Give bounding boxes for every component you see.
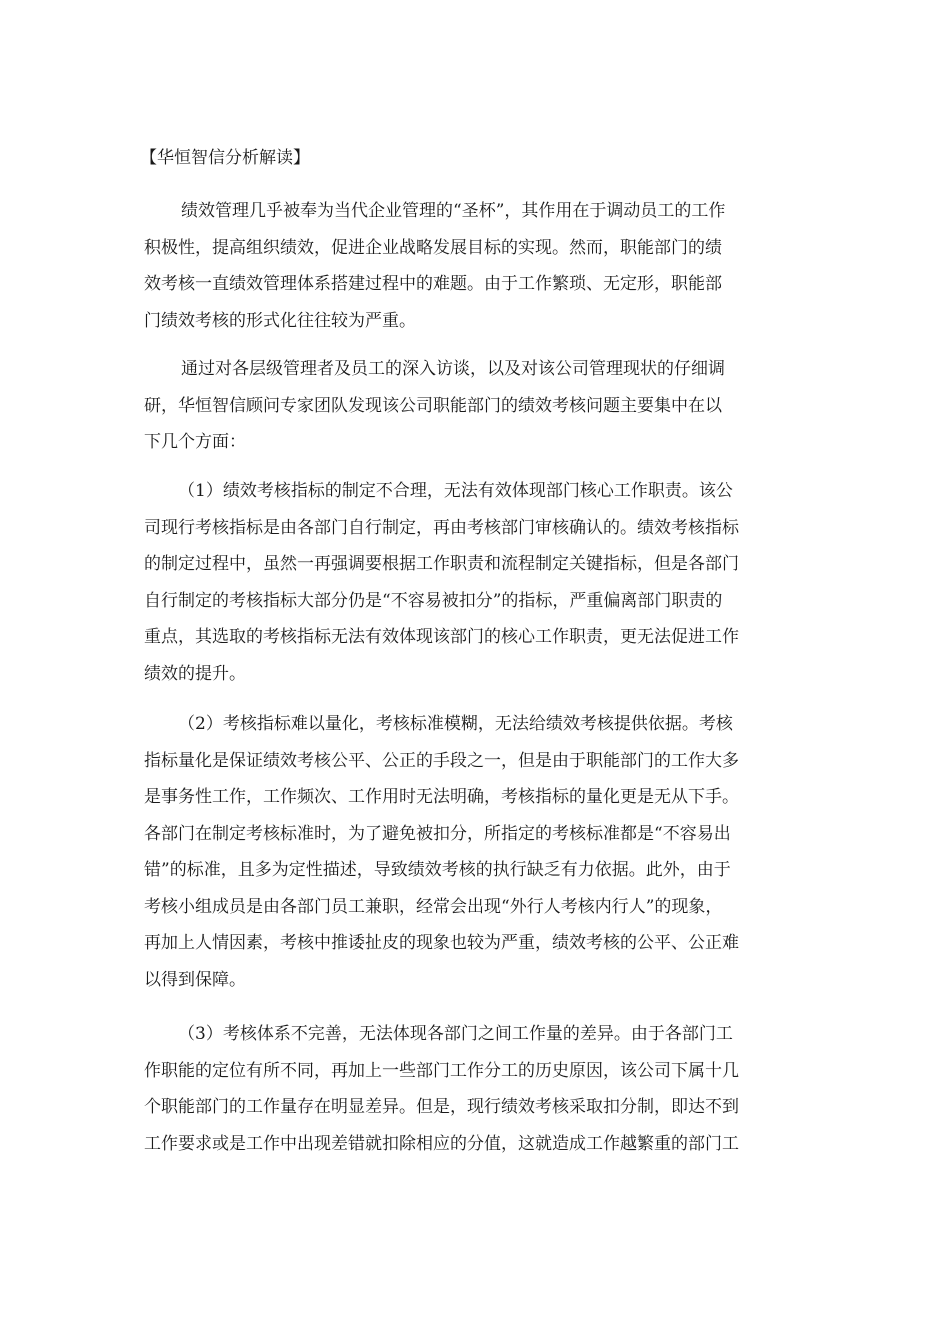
paragraph-line: 错”的标准，且多为定性描述，导致绩效考核的执行缺乏有力依据。此外，由于 [144, 860, 731, 880]
paragraph-line: 绩效的提升。 [144, 663, 246, 684]
paragraph-line: 工作要求或是工作中出现差错就扣除相应的分值，这就造成工作越繁重的部门工 [144, 1133, 739, 1154]
paragraph-line: 重点，其选取的考核指标无法有效体现该部门的核心工作职责，更无法促进工作 [144, 627, 739, 647]
paragraph-line: （2）考核指标难以量化，考核标准模糊，无法给绩效考核提供依据。考核 [178, 714, 733, 734]
paragraph-line: 门绩效考核的形式化往往较为严重。 [144, 310, 416, 331]
paragraph-line: 司现行考核指标是由各部门自行制定，再由考核部门审核确认的。绩效考核指标 [144, 517, 739, 538]
paragraph-intro [144, 193, 824, 339]
paragraph-line: 积极性，提高组织绩效，促进企业战略发展目标的实现。然而，职能部门的绩 [144, 237, 722, 258]
paragraph-line: 自行制定的考核指标大部分仍是“不容易被扣分”的指标，严重偏离部门职责的 [144, 590, 723, 611]
paragraph-point-3 [144, 1016, 824, 1162]
paragraph-line: 绩效管理几乎被奉为当代企业管理的“圣杯”，其作用在于调动员工的工作 [181, 201, 726, 221]
paragraph-line: 研，华恒智信顾问专家团队发现该公司职能部门的绩效考核问题主要集中在以 [144, 395, 722, 416]
section-heading: 【华恒智信分析解读】 [140, 148, 310, 168]
paragraph-line: 通过对各层级管理者及员工的深入访谈，以及对该公司管理现状的仔细调 [181, 359, 725, 379]
paragraph-point-1 [144, 473, 824, 692]
paragraph-point-2 [144, 706, 824, 998]
paragraph-line: （3）考核体系不完善，无法体现各部门之间工作量的差异。由于各部门工 [178, 1024, 733, 1044]
paragraph-line: 是事务性工作，工作频次、工作用时无法明确，考核指标的量化更是无从下手。 [144, 787, 739, 807]
paragraph-line: 各部门在制定考核标准时，为了避免被扣分，所指定的考核标准都是“不容易出 [144, 823, 731, 844]
paragraph-line: 作职能的定位有所不同，再加上一些部门工作分工的历史原因，该公司下属十几 [144, 1060, 739, 1081]
paragraph-line: 个职能部门的工作量存在明显差异。但是，现行绩效考核采取扣分制，即达不到 [144, 1097, 739, 1117]
paragraph-line: 考核小组成员是由各部门员工兼职，经常会出现“外行人考核内行人”的现象， [144, 896, 723, 917]
paragraph-line: （1）绩效考核指标的制定不合理，无法有效体现部门核心工作职责。该公 [178, 481, 733, 501]
paragraph-research [144, 351, 824, 461]
paragraph-line: 效考核一直绩效管理体系搭建过程中的难题。由于工作繁琐、无定形，职能部 [144, 274, 722, 294]
paragraph-line: 再加上人情因素，考核中推诿扯皮的现象也较为严重，绩效考核的公平、公正难 [144, 933, 739, 953]
paragraph-line: 以得到保障。 [144, 969, 246, 990]
paragraph-line: 下几个方面： [144, 432, 246, 452]
paragraph-line: 的制定过程中，虽然一再强调要根据工作职责和流程制定关键指标，但是各部门 [144, 554, 739, 574]
paragraph-line: 指标量化是保证绩效考核公平、公正的手段之一，但是由于职能部门的工作大多 [144, 750, 739, 771]
